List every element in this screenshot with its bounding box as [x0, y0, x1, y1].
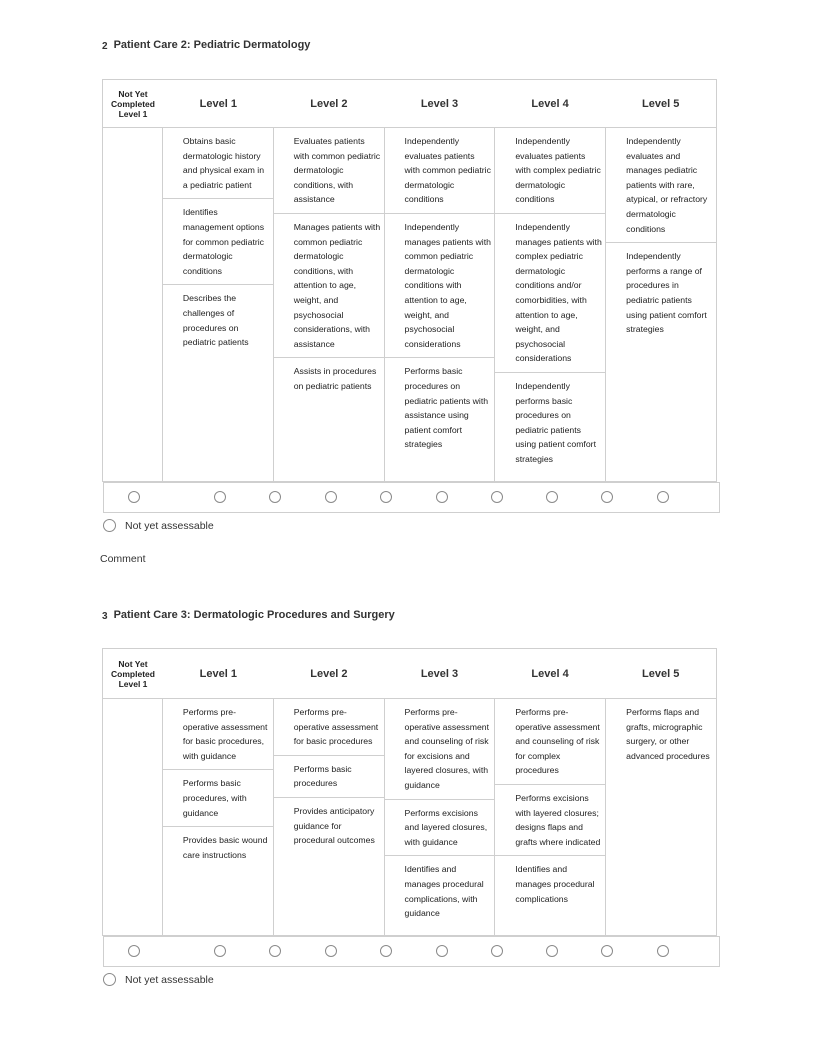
column-level-5 — [606, 699, 716, 935]
not-yet-assessable-label: Not yet assessable — [125, 973, 214, 986]
rating-radio-row — [103, 482, 720, 513]
milestone-cell: Performs pre-operative assessment and counseling of risk for complex procedures — [495, 699, 605, 785]
section-title — [102, 39, 310, 51]
milestone-cell: Independently performs basic procedures on pediatric patients using patient comfort strategies — [515, 380, 596, 464]
milestone-cell: Provides anticipatory guidance for procedural outcomes — [293, 805, 375, 846]
header-level-3: Level 3 — [420, 667, 459, 680]
column-level-4 — [495, 699, 606, 935]
milestone-cell: Independently evaluates patients with complex pediatric dermatologic conditions — [495, 128, 605, 214]
milestone-cell: Provides basic wound care instructions — [182, 835, 268, 860]
milestone-cell: Performs basic procedures on pediatric patients with assistance using patient comfort strategies — [404, 366, 489, 450]
milestone-cell: Performs flaps and grafts, micrographic surgery, or other advanced procedures — [626, 707, 710, 761]
column-not-yet-completed — [103, 128, 163, 481]
milestone-cell: Independently manages patients with common pediatric dermatologic conditions with attention to age, weight, and psychosocial considerations — [385, 214, 495, 358]
milestone-cell: Describes the challenges of procedures on pediatric patients — [182, 293, 249, 348]
section-title — [102, 609, 395, 621]
rating-radio-level-3[interactable] — [436, 945, 448, 957]
not-yet-assessable-option[interactable] — [103, 519, 214, 532]
comment-label: Comment — [100, 553, 146, 565]
rating-radio-level-1[interactable] — [214, 491, 226, 503]
column-not-yet-completed — [103, 699, 163, 935]
grid-header — [103, 649, 716, 699]
milestone-cell: Identifies and manages procedural complications, with guidance — [404, 864, 484, 919]
header-level-1: Level 1 — [199, 97, 237, 110]
milestone-cell: Evaluates patients with common pediatric dermatologic conditions, with assistance — [274, 128, 384, 214]
milestone-cell: Identifies and manages procedural complications — [515, 864, 595, 904]
rating-radio-level-4[interactable] — [546, 491, 558, 503]
milestone-grid — [102, 648, 717, 936]
milestone-cell: Manages patients with common pediatric dermatologic conditions, with attention to age, weight, and psychosocial considerations, with assistance — [274, 214, 384, 358]
grid-header — [103, 80, 716, 128]
header-not-yet-completed: Not Yet Completed Level 1 — [111, 658, 155, 689]
not-yet-assessable-label: Not yet assessable — [125, 519, 214, 532]
header-level-1: Level 1 — [199, 667, 237, 680]
rating-radio-level-2-5[interactable] — [380, 491, 392, 503]
rating-radio-not-yet-completed[interactable] — [128, 491, 140, 503]
rating-radio-level-3-5[interactable] — [491, 491, 503, 503]
column-level-4 — [495, 128, 606, 481]
header-level-3: Level 3 — [420, 97, 459, 110]
milestone-grid — [102, 79, 717, 482]
rating-radio-level-2[interactable] — [325, 491, 337, 503]
column-level-2 — [274, 699, 385, 935]
rating-radio-level-1[interactable] — [214, 945, 226, 957]
grid-body — [103, 699, 716, 935]
milestone-cell: Performs excisions and layered closures, with guidance — [385, 800, 495, 857]
milestone-cell: Independently evaluates and manages pediatric patients with rare, atypical, or refractory dermatologic conditions — [606, 128, 716, 243]
rating-radio-not-yet-completed[interactable] — [128, 945, 140, 957]
milestone-cell: Performs excisions with layered closures; designs flaps and grafts where indicated — [495, 785, 605, 856]
rating-radio-level-4-5[interactable] — [601, 945, 613, 957]
milestone-cell: Performs pre-operative assessment for basic procedures — [274, 699, 384, 756]
header-level-5: Level 5 — [642, 667, 680, 680]
rating-radio-level-4-5[interactable] — [601, 491, 613, 503]
column-level-3 — [385, 699, 496, 935]
rating-radio-level-1-5[interactable] — [269, 945, 281, 957]
rating-radio-row — [103, 936, 720, 967]
milestone-cell: Independently performs a range of procedures in pediatric patients using patient comfort strategies — [626, 251, 707, 335]
grid-body — [103, 128, 716, 481]
not-yet-assessable-radio[interactable] — [103, 519, 116, 532]
column-level-1 — [163, 128, 274, 481]
rating-radio-level-5[interactable] — [657, 945, 669, 957]
rating-radio-level-2-5[interactable] — [380, 945, 392, 957]
not-yet-assessable-radio[interactable] — [103, 973, 116, 986]
header-level-4: Level 4 — [531, 667, 569, 680]
milestone-cell: Performs pre-operative assessment and counseling of risk for excisions and layered closures, with guidance — [385, 699, 495, 800]
column-level-2 — [274, 128, 385, 481]
milestone-cell: Identifies management options for common pediatric dermatologic conditions — [163, 199, 273, 285]
rating-radio-level-2[interactable] — [325, 945, 337, 957]
rating-radio-level-3[interactable] — [436, 491, 448, 503]
header-not-yet-completed: Not Yet Completed Level 1 — [111, 88, 155, 119]
milestone-cell: Obtains basic dermatologic history and physical exam in a pediatric patient — [163, 128, 273, 199]
column-level-1 — [163, 699, 274, 935]
rating-radio-level-3-5[interactable] — [491, 945, 503, 957]
rating-radio-level-1-5[interactable] — [269, 491, 281, 503]
section-number: 3 — [102, 611, 108, 622]
milestone-cell: Independently manages patients with complex pediatric dermatologic conditions and/or comorbidities, with attention to age, weight, and psychosocial considerations — [495, 214, 605, 373]
section-title-text: Patient Care 3: Dermatologic Procedures and Surgery — [113, 609, 395, 621]
header-level-2: Level 2 — [310, 667, 348, 680]
header-level-4: Level 4 — [531, 97, 569, 110]
rating-radio-level-5[interactable] — [657, 491, 669, 503]
section-title-text: Patient Care 2: Pediatric Dermatology — [113, 39, 311, 51]
rating-radio-level-4[interactable] — [546, 945, 558, 957]
milestone-cell: Assists in procedures on pediatric patients — [293, 366, 377, 391]
milestone-cell: Performs basic procedures, with guidance — [163, 770, 273, 827]
milestone-cell: Performs basic procedures — [274, 756, 384, 798]
column-level-5 — [606, 128, 716, 481]
column-level-3 — [385, 128, 496, 481]
header-level-2: Level 2 — [310, 97, 348, 110]
milestone-cell: Independently evaluates patients with common pediatric dermatologic conditions — [385, 128, 495, 214]
header-level-5: Level 5 — [642, 97, 680, 110]
milestone-cell: Performs pre-operative assessment for basic procedures, with guidance — [163, 699, 273, 770]
section-number: 2 — [102, 41, 108, 52]
not-yet-assessable-option[interactable] — [103, 973, 214, 986]
